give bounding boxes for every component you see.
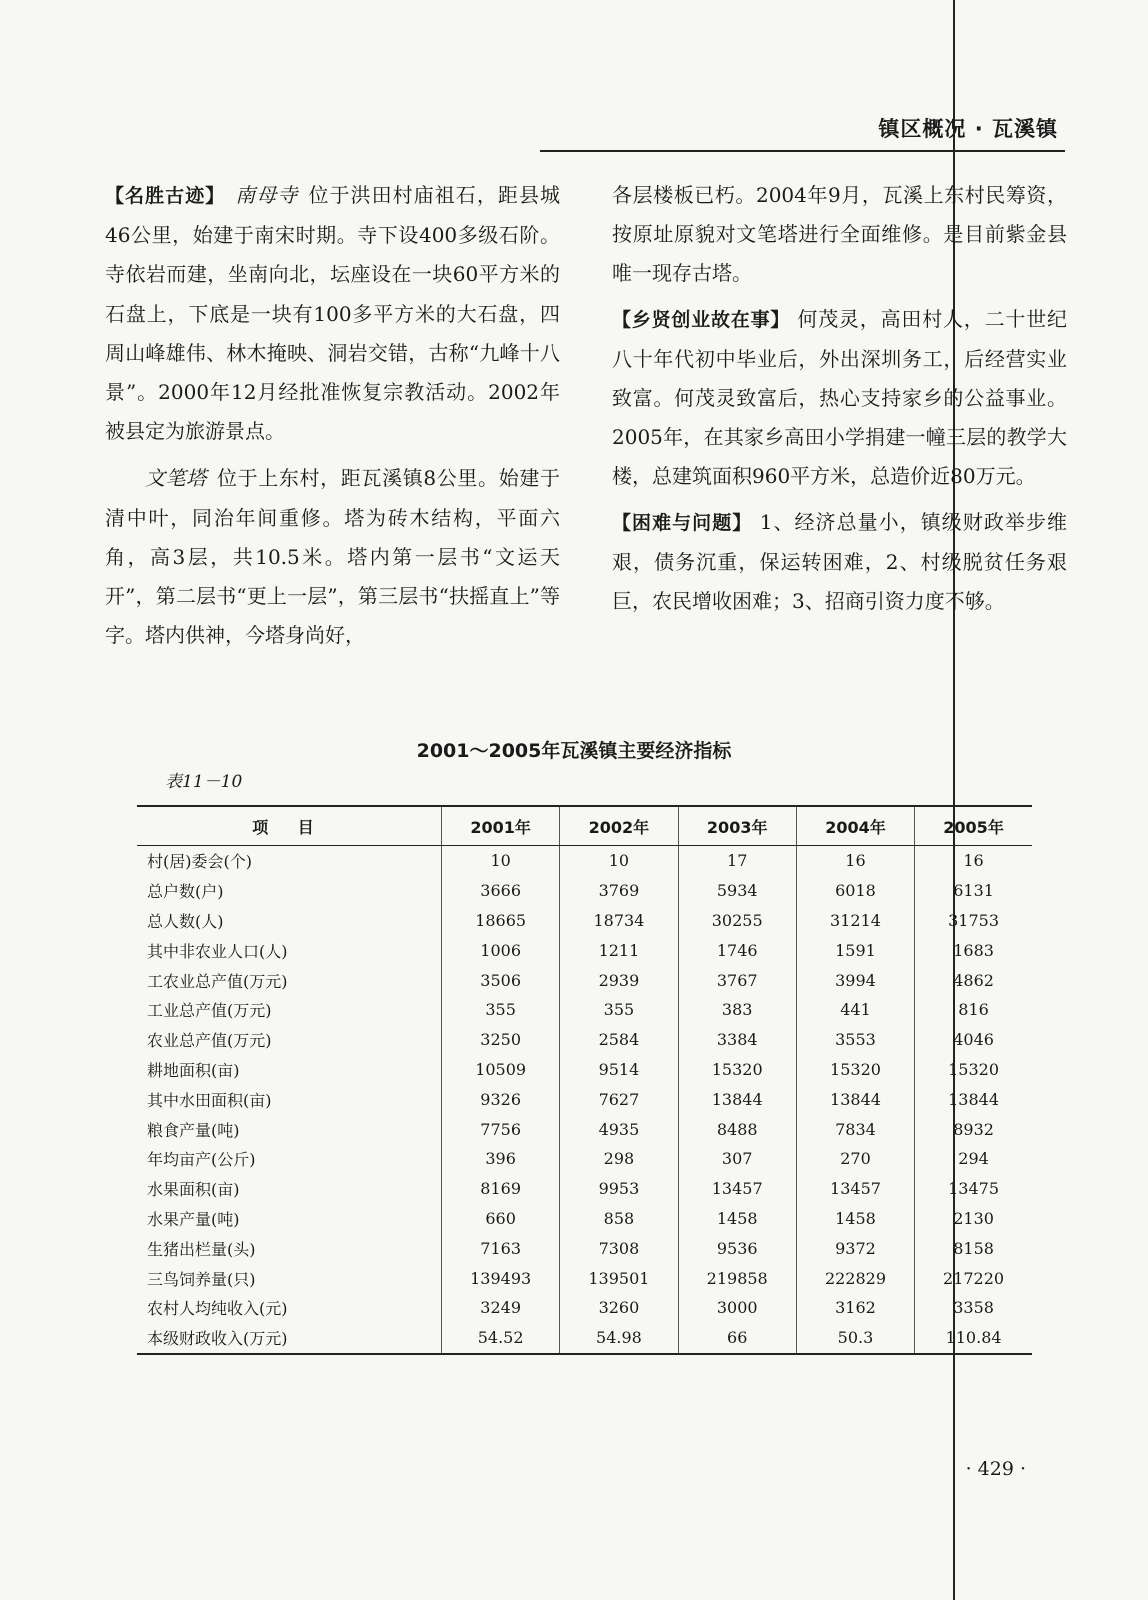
paragraph-text: 1、经济总量小，镇级财政举步维艰，债务沉重，保运转困难，2、村级脱贫任务艰巨，农民增收困难；3、招商引资力度不够。 [612,509,1067,614]
value-cell: 31214 [796,906,914,936]
value-cell: 16 [915,846,1032,876]
table-row [137,935,1032,965]
value-cell: 217220 [915,1263,1032,1293]
value-cell: 858 [560,1204,678,1234]
value-cell: 355 [560,995,678,1025]
right-column [612,176,1067,621]
table-row [137,906,1032,936]
row-label-cell: 耕地面积(亩) [147,1060,240,1080]
value-cell: 15320 [796,1055,914,1085]
running-header: 镇区概况 · 瓦溪镇 [878,117,1058,141]
value-cell: 13475 [915,1174,1032,1204]
value-cell: 13457 [796,1174,914,1204]
value-cell: 396 [442,1144,560,1174]
value-cell: 110.84 [915,1323,1032,1354]
value-cell: 3994 [796,965,914,995]
value-cell: 3769 [560,876,678,906]
table-row [137,1084,1032,1114]
value-cell: 9372 [796,1233,914,1263]
value-cell: 9536 [678,1233,796,1263]
scenic-paragraph [105,176,560,451]
value-cell: 3249 [442,1293,560,1323]
row-label-cell: 其中水田面积(亩) [147,1090,272,1110]
paragraph-text: 何茂灵，高田村人，二十世纪八十年代初中毕业后，外出深圳务工，后经营实业致富。何茂灵致富后，热心支持家乡的公益事业。2005年，在其家乡高田小学捐建一幢三层的教学大楼，总建筑面积960平方米，总造价近80万元。 [612,306,1068,489]
value-cell: 3384 [678,1025,796,1055]
column-header-2003: 2003年 [678,806,796,846]
value-cell: 8488 [678,1114,796,1144]
value-cell: 2584 [560,1025,678,1055]
table-body [137,846,1032,1354]
value-cell: 4935 [560,1114,678,1144]
table-row [137,995,1032,1025]
table-row [137,1144,1032,1174]
section-tag-entrepreneur: 【乡贤创业故在事】 [612,308,791,331]
value-cell: 5934 [678,876,796,906]
value-cell: 1006 [442,935,560,965]
value-cell: 50.3 [796,1323,914,1354]
value-cell: 17 [678,846,796,876]
row-label-cell: 工业总产值(万元) [147,1001,272,1021]
value-cell: 2130 [915,1204,1032,1234]
value-cell: 1746 [678,935,796,965]
table-row [137,1323,1032,1354]
table-row [137,1055,1032,1085]
value-cell: 307 [678,1144,796,1174]
value-cell: 816 [915,995,1032,1025]
site-name-nanmu-temple: 南母寺 [235,183,299,207]
value-cell: 13844 [678,1084,796,1114]
row-label-cell: 水果面积(亩) [147,1180,240,1200]
column-header-item: 项 目 [137,806,442,846]
value-cell: 13844 [796,1084,914,1114]
value-cell: 3767 [678,965,796,995]
value-cell: 54.98 [560,1323,678,1354]
column-header-2005: 2005年 [915,806,1032,846]
value-cell: 1683 [915,935,1032,965]
column-header-2001: 2001年 [442,806,560,846]
row-label-cell: 农村人均纯收入(元) [147,1299,288,1319]
section-tag-scenic: 【名胜古迹】 [105,185,226,207]
table-row [137,1204,1032,1234]
page-number: · 429 · [965,1458,1026,1480]
paragraph-text: 位于上东村，距瓦溪镇8公里。始建于清中叶，同治年间重修。塔为砖木结构，平面六角，高3层，共10.5米。塔内第一层书“文运天开”，第二层书“更上一层”，第三层书“扶摇直上”等字。塔内供神，今塔身尚好， [105,466,560,648]
value-cell: 15320 [678,1055,796,1085]
value-cell: 18665 [442,906,560,936]
value-cell: 10 [560,846,678,876]
row-label-cell: 三鸟饲养量(只) [147,1269,256,1289]
pagoda-continuation: 各层楼板已朽。2004年9月，瓦溪上东村民筹资，按原址原貌对文笔塔进行全面维修。是目前紫金县唯一现存古塔。 [612,183,1067,286]
column-header-2002: 2002年 [560,806,678,846]
value-cell: 7627 [560,1084,678,1114]
value-cell: 9326 [442,1084,560,1114]
row-label-cell: 工农业总产值(万元) [147,971,288,991]
value-cell: 3506 [442,965,560,995]
value-cell: 4046 [915,1025,1032,1055]
value-cell: 219858 [678,1263,796,1293]
problems-paragraph [612,503,1067,622]
value-cell: 4862 [915,965,1032,995]
value-cell: 13457 [678,1174,796,1204]
value-cell: 18734 [560,906,678,936]
value-cell: 139493 [442,1263,560,1293]
value-cell: 30255 [678,906,796,936]
value-cell: 294 [915,1144,1032,1174]
value-cell: 13844 [915,1084,1032,1114]
table-row [137,1233,1032,1263]
value-cell: 10509 [442,1055,560,1085]
value-cell: 441 [796,995,914,1025]
column-header-2004: 2004年 [796,806,914,846]
row-label-cell: 生猪出栏量(头) [147,1239,256,1259]
value-cell: 8169 [442,1174,560,1204]
row-label-cell: 本级财政收入(万元) [137,1323,442,1354]
table-row [137,1174,1032,1204]
table-row [137,1293,1032,1323]
table-title: 2001～2005年瓦溪镇主要经济指标 [416,740,732,762]
row-label-cell: 粮食产量(吨) [147,1120,240,1140]
value-cell: 66 [678,1323,796,1354]
table-row [137,846,1032,876]
value-cell: 270 [796,1144,914,1174]
section-tag-problems: 【困难与问题】 [612,511,753,534]
value-cell: 16 [796,846,914,876]
header-rule [540,150,1065,152]
value-cell: 7308 [560,1233,678,1263]
value-cell: 139501 [560,1263,678,1293]
table-row [137,1263,1032,1293]
value-cell: 2939 [560,965,678,995]
value-cell: 1591 [796,935,914,965]
table-row [137,1114,1032,1144]
value-cell: 1211 [560,935,678,965]
economic-indicators-table [137,805,1032,1355]
value-cell: 10 [442,846,560,876]
value-cell: 355 [442,995,560,1025]
value-cell: 31753 [915,906,1032,936]
value-cell: 298 [560,1144,678,1174]
table-header-row [137,806,1032,846]
value-cell: 7163 [442,1233,560,1263]
paragraph-text: 位于洪田村庙祖石，距县城46公里，始建于南宋时期。寺下设400多级石阶。寺依岩而建，坐南向北，坛座设在一块60平方米的石盘上，下底是一块有100多平方米的大石盘，四周山峰雄伟、林木掩映、洞岩交错，古称“九峰十八景”。2000年12月经批准恢复宗教活动。2002年被县定为旅游景点。 [105,183,560,444]
value-cell: 3553 [796,1025,914,1055]
value-cell: 1458 [678,1204,796,1234]
left-column [105,176,560,655]
value-cell: 54.52 [442,1323,560,1354]
row-label-cell: 农业总产值(万元) [147,1031,272,1051]
value-cell: 6131 [915,876,1032,906]
row-label-cell: 水果产量(吨) [147,1209,240,1229]
value-cell: 222829 [796,1263,914,1293]
value-cell: 3666 [442,876,560,906]
value-cell: 9953 [560,1174,678,1204]
row-label-cell: 村(居)委会(个) [147,852,252,872]
value-cell: 383 [678,995,796,1025]
value-cell: 1458 [796,1204,914,1234]
row-label-cell: 年均亩产(公斤) [147,1150,256,1170]
row-label-cell: 其中非农业人口(人) [147,941,288,961]
value-cell: 9514 [560,1055,678,1085]
table-row [137,1025,1032,1055]
site-name-wenbi-pagoda: 文笔塔 [145,466,207,491]
value-cell: 15320 [915,1055,1032,1085]
value-cell: 7756 [442,1114,560,1144]
value-cell: 3358 [915,1293,1032,1323]
value-cell: 3000 [678,1293,796,1323]
table-number: 表11－10 [165,772,243,792]
value-cell: 660 [442,1204,560,1234]
value-cell: 3260 [560,1293,678,1323]
value-cell: 8158 [915,1233,1032,1263]
entrepreneur-paragraph [612,300,1067,497]
pagoda-paragraph [105,459,560,655]
table-row [137,876,1032,906]
row-label-cell: 总户数(户) [147,882,224,902]
value-cell: 3162 [796,1293,914,1323]
value-cell: 7834 [796,1114,914,1144]
value-cell: 6018 [796,876,914,906]
table-row [137,965,1032,995]
value-cell: 3250 [442,1025,560,1055]
row-label-cell: 总人数(人) [147,911,224,931]
value-cell: 8932 [915,1114,1032,1144]
